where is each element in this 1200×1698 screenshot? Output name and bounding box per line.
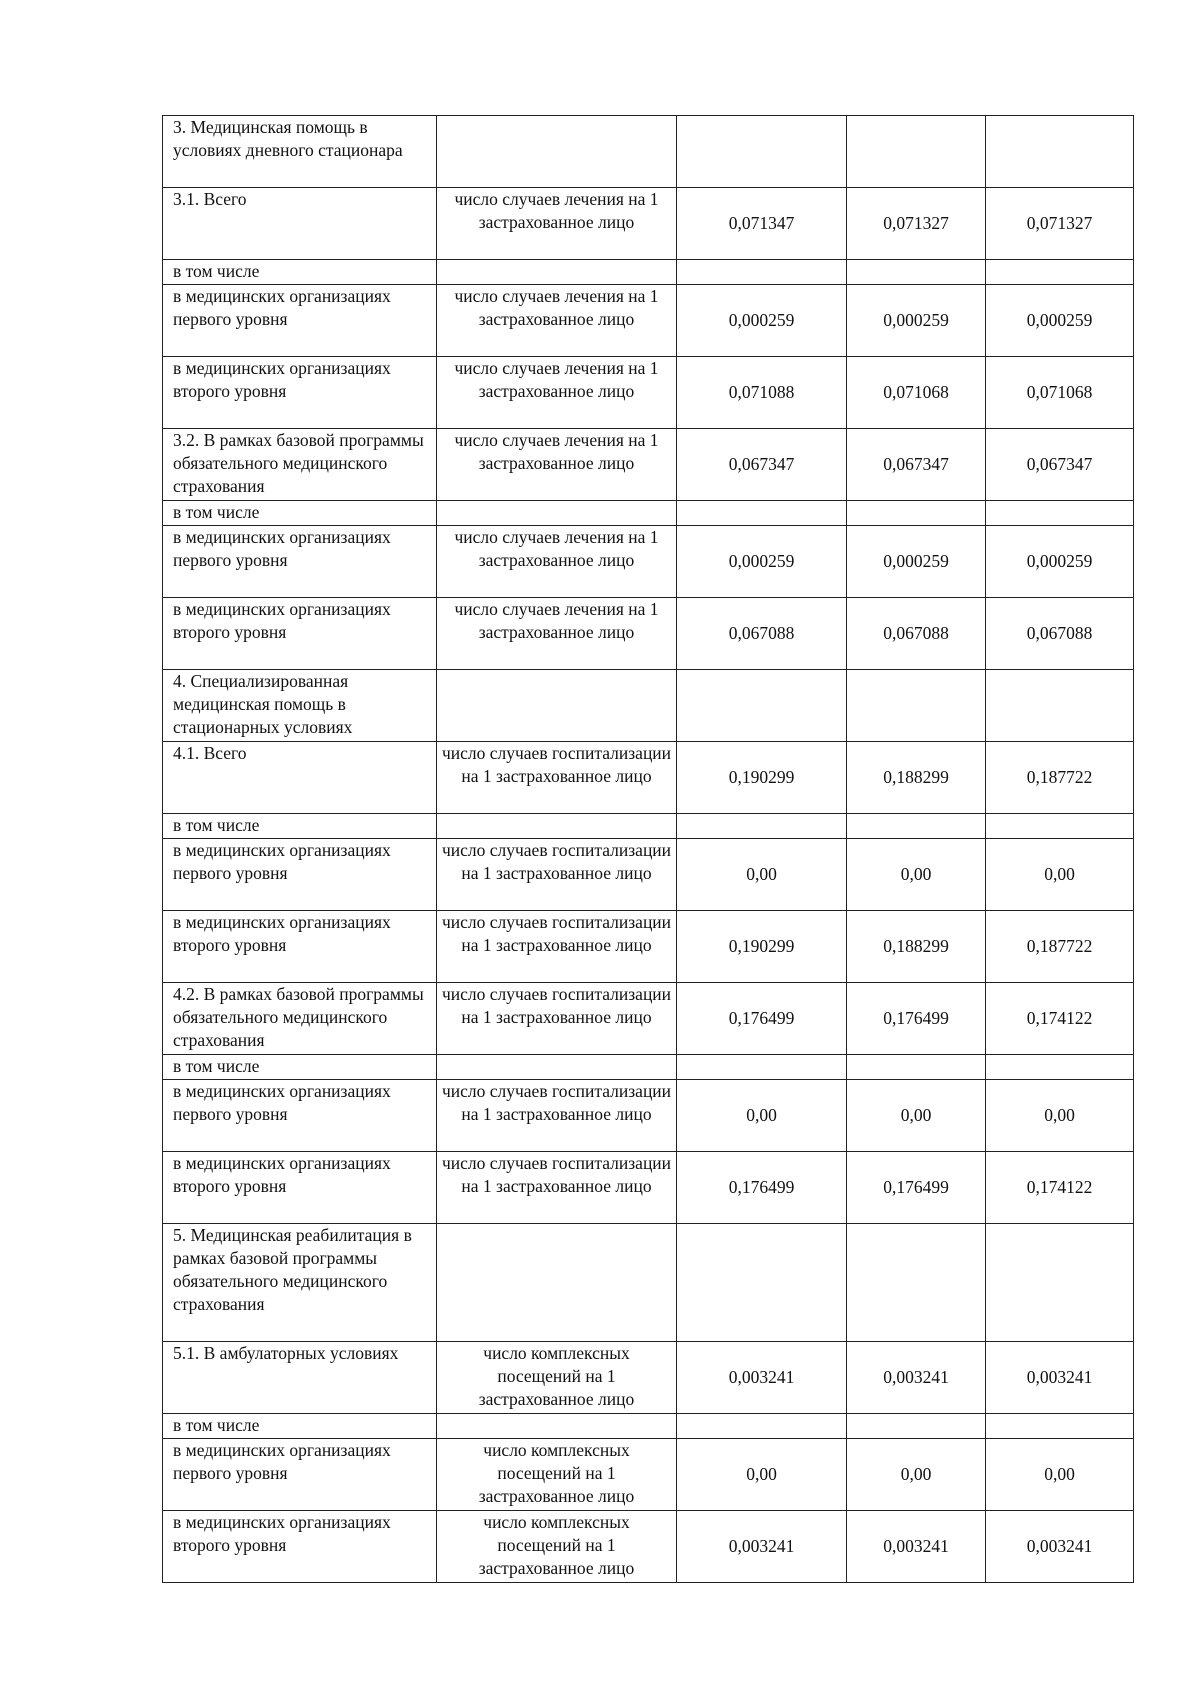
table-row: [163, 670, 1134, 742]
unit-cell: [437, 260, 677, 285]
table-row: [163, 1224, 1134, 1342]
value-cell-year-2: 0,071327: [847, 188, 986, 260]
unit-cell: число случаев лечения на 1 застрахованное лицо: [437, 285, 677, 357]
value-cell-year-3: [986, 670, 1134, 742]
value-cell-year-1: [677, 116, 847, 188]
unit-cell: [437, 1414, 677, 1439]
row-label-cell: в медицинских организациях второго уровня: [163, 598, 437, 670]
value-cell-year-3: 0,187722: [986, 742, 1134, 814]
value-cell-year-3: [986, 1224, 1134, 1342]
table-row: [163, 501, 1134, 526]
table-row: [163, 429, 1134, 501]
row-label-cell: 5.1. В амбулаторных условиях: [163, 1342, 437, 1414]
row-label-cell: в медицинских организациях первого уровня: [163, 1439, 437, 1511]
value-cell-year-1: [677, 1224, 847, 1342]
table-row: [163, 1080, 1134, 1152]
value-cell-year-2: 0,003241: [847, 1342, 986, 1414]
value-cell-year-2: 0,000259: [847, 526, 986, 598]
value-cell-year-1: [677, 814, 847, 839]
value-cell-year-2: [847, 1224, 986, 1342]
value-cell-year-1: 0,071088: [677, 357, 847, 429]
unit-cell: число случаев лечения на 1 застрахованное лицо: [437, 598, 677, 670]
table-row: [163, 742, 1134, 814]
value-cell-year-3: [986, 1055, 1134, 1080]
value-cell-year-1: 0,003241: [677, 1342, 847, 1414]
unit-cell: число случаев госпитализации на 1 застрахованное лицо: [437, 742, 677, 814]
value-cell-year-3: 0,003241: [986, 1511, 1134, 1583]
unit-cell: [437, 814, 677, 839]
value-cell-year-3: [986, 814, 1134, 839]
unit-cell: число случаев госпитализации на 1 застрахованное лицо: [437, 983, 677, 1055]
value-cell-year-3: [986, 260, 1134, 285]
unit-cell: [437, 116, 677, 188]
unit-cell: число случаев лечения на 1 застрахованное лицо: [437, 429, 677, 501]
value-cell-year-1: 0,00: [677, 1080, 847, 1152]
unit-cell: число случаев госпитализации на 1 застрахованное лицо: [437, 1152, 677, 1224]
value-cell-year-2: 0,003241: [847, 1511, 986, 1583]
unit-cell: число комплексных посещений на 1 застрахованное лицо: [437, 1511, 677, 1583]
value-cell-year-1: 0,176499: [677, 1152, 847, 1224]
row-label-cell: в медицинских организациях второго уровня: [163, 911, 437, 983]
value-cell-year-2: [847, 670, 986, 742]
row-label-cell: в медицинских организациях первого уровня: [163, 839, 437, 911]
value-cell-year-2: 0,00: [847, 839, 986, 911]
value-cell-year-3: 0,00: [986, 1080, 1134, 1152]
table-row: [163, 911, 1134, 983]
table-row: [163, 983, 1134, 1055]
row-label-cell: в медицинских организациях второго уровня: [163, 1511, 437, 1583]
value-cell-year-1: [677, 501, 847, 526]
value-cell-year-1: 0,067088: [677, 598, 847, 670]
value-cell-year-1: 0,000259: [677, 526, 847, 598]
table-row: [163, 1439, 1134, 1511]
row-label-cell: в том числе: [163, 260, 437, 285]
value-cell-year-1: 0,00: [677, 839, 847, 911]
value-cell-year-1: 0,176499: [677, 983, 847, 1055]
value-cell-year-1: 0,003241: [677, 1511, 847, 1583]
value-cell-year-2: [847, 1414, 986, 1439]
table-row: [163, 839, 1134, 911]
row-label-cell: в медицинских организациях первого уровня: [163, 1080, 437, 1152]
unit-cell: число случаев лечения на 1 застрахованное лицо: [437, 188, 677, 260]
row-label-cell: 3.1. Всего: [163, 188, 437, 260]
value-cell-year-2: 0,067347: [847, 429, 986, 501]
value-cell-year-2: 0,176499: [847, 983, 986, 1055]
table-row: [163, 357, 1134, 429]
value-cell-year-2: 0,00: [847, 1439, 986, 1511]
value-cell-year-1: 0,190299: [677, 911, 847, 983]
value-cell-year-2: [847, 116, 986, 188]
value-cell-year-2: [847, 1055, 986, 1080]
value-cell-year-2: 0,176499: [847, 1152, 986, 1224]
unit-cell: число случаев госпитализации на 1 застрахованное лицо: [437, 839, 677, 911]
value-cell-year-3: 0,003241: [986, 1342, 1134, 1414]
value-cell-year-1: 0,071347: [677, 188, 847, 260]
value-cell-year-3: 0,174122: [986, 1152, 1134, 1224]
table-row: [163, 1414, 1134, 1439]
value-cell-year-1: 0,190299: [677, 742, 847, 814]
value-cell-year-2: [847, 501, 986, 526]
row-label-cell: в медицинских организациях второго уровня: [163, 1152, 437, 1224]
value-cell-year-2: 0,188299: [847, 911, 986, 983]
value-cell-year-2: 0,000259: [847, 285, 986, 357]
value-cell-year-3: 0,067347: [986, 429, 1134, 501]
unit-cell: число случаев лечения на 1 застрахованное лицо: [437, 526, 677, 598]
value-cell-year-3: 0,187722: [986, 911, 1134, 983]
value-cell-year-3: 0,00: [986, 1439, 1134, 1511]
row-label-cell: в медицинских организациях первого уровня: [163, 526, 437, 598]
value-cell-year-1: [677, 1414, 847, 1439]
unit-cell: число случаев госпитализации на 1 застрахованное лицо: [437, 1080, 677, 1152]
value-cell-year-2: 0,188299: [847, 742, 986, 814]
value-cell-year-1: [677, 670, 847, 742]
row-label-cell: в медицинских организациях первого уровня: [163, 285, 437, 357]
value-cell-year-1: 0,000259: [677, 285, 847, 357]
row-label-cell: в том числе: [163, 814, 437, 839]
value-cell-year-3: 0,174122: [986, 983, 1134, 1055]
unit-cell: [437, 501, 677, 526]
value-cell-year-3: 0,071327: [986, 188, 1134, 260]
table-row: [163, 285, 1134, 357]
value-cell-year-1: [677, 260, 847, 285]
table-row: [163, 526, 1134, 598]
value-cell-year-3: [986, 116, 1134, 188]
value-cell-year-3: 0,00: [986, 839, 1134, 911]
unit-cell: число случаев лечения на 1 застрахованное лицо: [437, 357, 677, 429]
table-row: [163, 1152, 1134, 1224]
unit-cell: число случаев госпитализации на 1 застрахованное лицо: [437, 911, 677, 983]
value-cell-year-2: [847, 814, 986, 839]
value-cell-year-1: 0,067347: [677, 429, 847, 501]
value-cell-year-3: 0,067088: [986, 598, 1134, 670]
value-cell-year-1: [677, 1055, 847, 1080]
table-body: [163, 116, 1134, 1583]
table-row: [163, 260, 1134, 285]
value-cell-year-2: 0,071068: [847, 357, 986, 429]
row-label-cell: в медицинских организациях второго уровня: [163, 357, 437, 429]
volume-norms-table: [162, 115, 1134, 1583]
value-cell-year-3: [986, 1414, 1134, 1439]
value-cell-year-2: 0,00: [847, 1080, 986, 1152]
row-label-cell: 3.2. В рамках базовой программы обязательного медицинского страхования: [163, 429, 437, 501]
row-label-cell: 5. Медицинская реабилитация в рамках базовой программы обязательного медицинского страхования: [163, 1224, 437, 1342]
table-row: [163, 814, 1134, 839]
row-label-cell: в том числе: [163, 501, 437, 526]
value-cell-year-1: 0,00: [677, 1439, 847, 1511]
unit-cell: [437, 1055, 677, 1080]
row-label-cell: 4.1. Всего: [163, 742, 437, 814]
value-cell-year-3: 0,071068: [986, 357, 1134, 429]
value-cell-year-2: 0,067088: [847, 598, 986, 670]
unit-cell: [437, 1224, 677, 1342]
value-cell-year-2: [847, 260, 986, 285]
row-label-cell: 4. Специализированная медицинская помощь в стационарных условиях: [163, 670, 437, 742]
row-label-cell: в том числе: [163, 1055, 437, 1080]
row-label-cell: 3. Медицинская помощь в условиях дневного стационара: [163, 116, 437, 188]
table-row: [163, 1511, 1134, 1583]
row-label-cell: в том числе: [163, 1414, 437, 1439]
value-cell-year-3: [986, 501, 1134, 526]
unit-cell: число комплексных посещений на 1 застрахованное лицо: [437, 1439, 677, 1511]
table-row: [163, 1342, 1134, 1414]
unit-cell: число комплексных посещений на 1 застрахованное лицо: [437, 1342, 677, 1414]
unit-cell: [437, 670, 677, 742]
table-row: [163, 598, 1134, 670]
value-cell-year-3: 0,000259: [986, 285, 1134, 357]
table-row: [163, 116, 1134, 188]
table-row: [163, 1055, 1134, 1080]
table-row: [163, 188, 1134, 260]
row-label-cell: 4.2. В рамках базовой программы обязательного медицинского страхования: [163, 983, 437, 1055]
value-cell-year-3: 0,000259: [986, 526, 1134, 598]
